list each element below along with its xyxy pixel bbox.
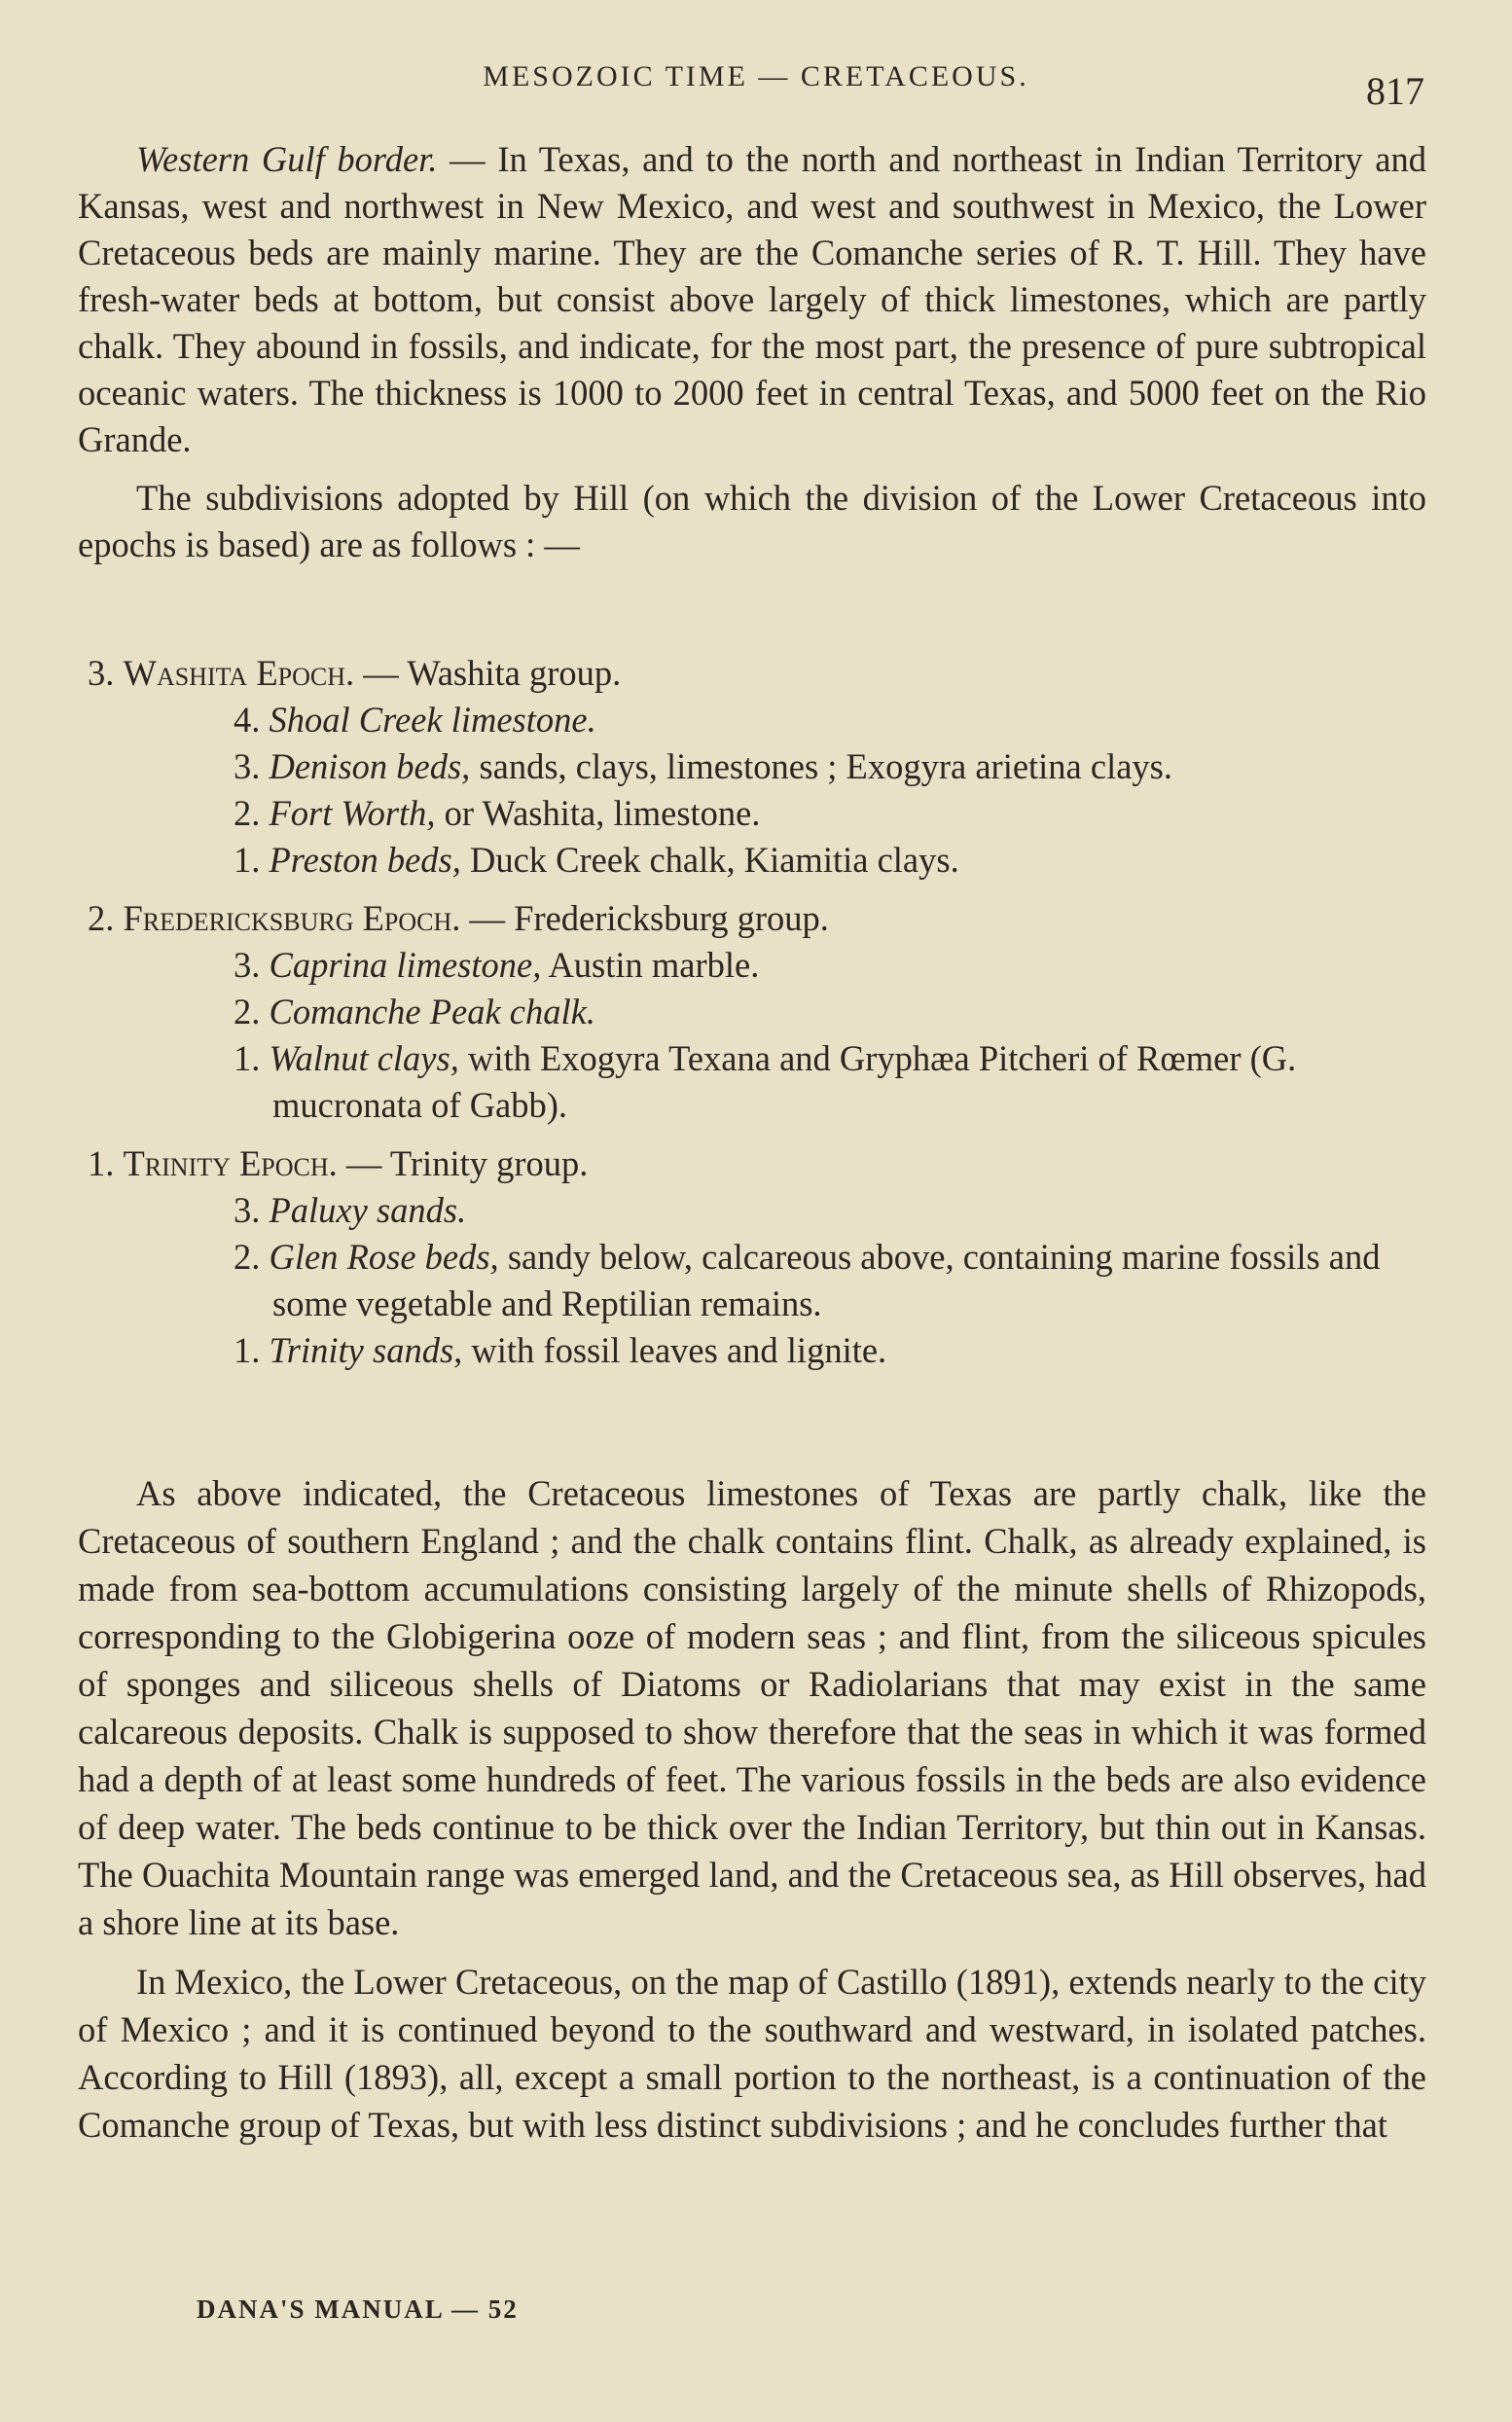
epoch-heading (78, 1140, 1426, 1187)
paragraph-western-gulf (78, 136, 1426, 463)
item-desc: sands, clays, limestones ; Exogyra arietina clays. (470, 746, 1173, 786)
epoch-number: 2. (88, 898, 115, 938)
item-number: 4. (234, 700, 261, 740)
item-number: 2. (234, 793, 261, 833)
signature-mark: DANA'S MANUAL — 52 (197, 2295, 519, 2324)
item-name: Walnut clays, (269, 1038, 459, 1078)
epoch-name: Washita Epoch. (123, 653, 355, 693)
intro-section (78, 136, 1426, 568)
list-item (156, 1234, 1426, 1327)
item-number: 2. (234, 992, 261, 1031)
item-name: Denison beds, (269, 746, 471, 786)
epoch-group: — Trinity group. (337, 1143, 589, 1183)
item-number: 2. (234, 1237, 261, 1277)
item-name: Glen Rose beds, (269, 1237, 499, 1277)
epoch-fredericksburg (78, 895, 1426, 1129)
item-number: 1. (234, 1038, 261, 1078)
list-item (156, 790, 1426, 837)
item-name: Preston beds, (269, 840, 461, 880)
item-number: 3. (234, 1190, 261, 1230)
item-desc: Duck Creek chalk, Kiamitia clays. (460, 840, 959, 880)
epoch-list (78, 650, 1426, 1386)
item-name: Fort Worth, (269, 793, 436, 833)
running-head: MESOZOIC TIME — CRETACEOUS. (483, 60, 1029, 92)
list-item (156, 942, 1426, 989)
list-item (156, 1187, 1426, 1234)
item-desc: or Washita, limestone. (435, 793, 761, 833)
list-item (156, 1327, 1426, 1374)
epoch-heading (78, 895, 1426, 942)
item-number: 3. (234, 945, 261, 985)
paragraph-chalk: As above indicated, the Cretaceous limestones of Texas are partly chalk, like the Cretaceous of southern England ; and the chalk contains flint. Chalk, as already explained, is made from sea-bottom accumulations consisting largely of the minute shells of Rhizopods, corresponding to the Globigerina ooze of modern seas ; and flint, from the siliceous spicules of sponges and siliceous shells of Diatoms or Radiolarians that may exist in the same calcareous deposits. Chalk is supposed to show therefore that the seas in which it was formed had a depth of at least some hundreds of feet. The various fossils in the beds are also evidence of deep water. The beds continue to be thick over the Indian Territory, but thin out in Kansas. The Ouachita Mountain range was emerged land, and the Cretaceous sea, as Hill observes, had a shore line at its base. (78, 1473, 1426, 1942)
epoch-washita (78, 650, 1426, 884)
paragraph-lead: Western Gulf border. (136, 139, 438, 179)
body-section (78, 1469, 1426, 2149)
item-name: Comanche Peak chalk. (269, 992, 595, 1031)
list-item (156, 1035, 1426, 1129)
epoch-trinity (78, 1140, 1426, 1374)
paragraph-subdivisions: The subdivisions adopted by Hill (on which the division of the Lower Cretaceous into epochs is based) are as follows : — (78, 478, 1426, 564)
item-name: Paluxy sands. (269, 1190, 467, 1230)
paragraph-text: — In Texas, and to the north and northeast in Indian Territory and Kansas, west and northwest in New Mexico, and west and southwest in Mexico, the Lower Cretaceous beds are mainly marine. They are the Comanche series of R. T. Hill. They have fresh-water beds at bottom, but consist above largely of thick limestones, which are partly chalk. They abound in fossils, and indicate, for the most part, the presence of pure subtropical oceanic waters. The thickness is 1000 to 2000 feet in central Texas, and 5000 feet on the Rio Grande. (78, 139, 1426, 459)
list-item (156, 989, 1426, 1035)
item-desc: with Exogyra Texana and Gryphæa Pitcheri of Rœmer (G. mucronata of Gabb). (272, 1038, 1297, 1125)
epoch-name: Fredericksburg Epoch. (123, 898, 461, 938)
item-name: Trinity sands, (269, 1330, 463, 1370)
epoch-number: 1. (88, 1143, 115, 1183)
item-number: 1. (234, 840, 261, 880)
item-desc: with fossil leaves and lignite. (462, 1330, 887, 1370)
item-name: Caprina limestone, (269, 945, 542, 985)
item-desc: sandy below, calcareous above, containing marine fossils and some vegetable and Reptilian remains. (272, 1237, 1381, 1323)
page-number: 817 (1366, 69, 1424, 113)
item-number: 1. (234, 1330, 261, 1370)
paragraph-mexico: In Mexico, the Lower Cretaceous, on the map of Castillo (1891), extends nearly to the city of Mexico ; and it is continued beyond to the southward and westward, in isolated patches. According to Hill (1893), all, except a small portion to the northeast, is a continuation of the Comanche group of Texas, but with less distinct subdivisions ; and he concludes further that (78, 1962, 1426, 2145)
item-number: 3. (234, 746, 261, 786)
item-name: Shoal Creek limestone. (269, 700, 596, 740)
list-item (156, 837, 1426, 884)
epoch-number: 3. (88, 653, 115, 693)
list-item (156, 743, 1426, 790)
list-item (156, 697, 1426, 743)
epoch-name: Trinity Epoch. (123, 1143, 338, 1183)
item-desc: Austin marble. (541, 945, 760, 985)
epoch-heading (78, 650, 1426, 697)
epoch-group: — Fredericksburg group. (460, 898, 829, 938)
epoch-group: — Washita group. (354, 653, 622, 693)
